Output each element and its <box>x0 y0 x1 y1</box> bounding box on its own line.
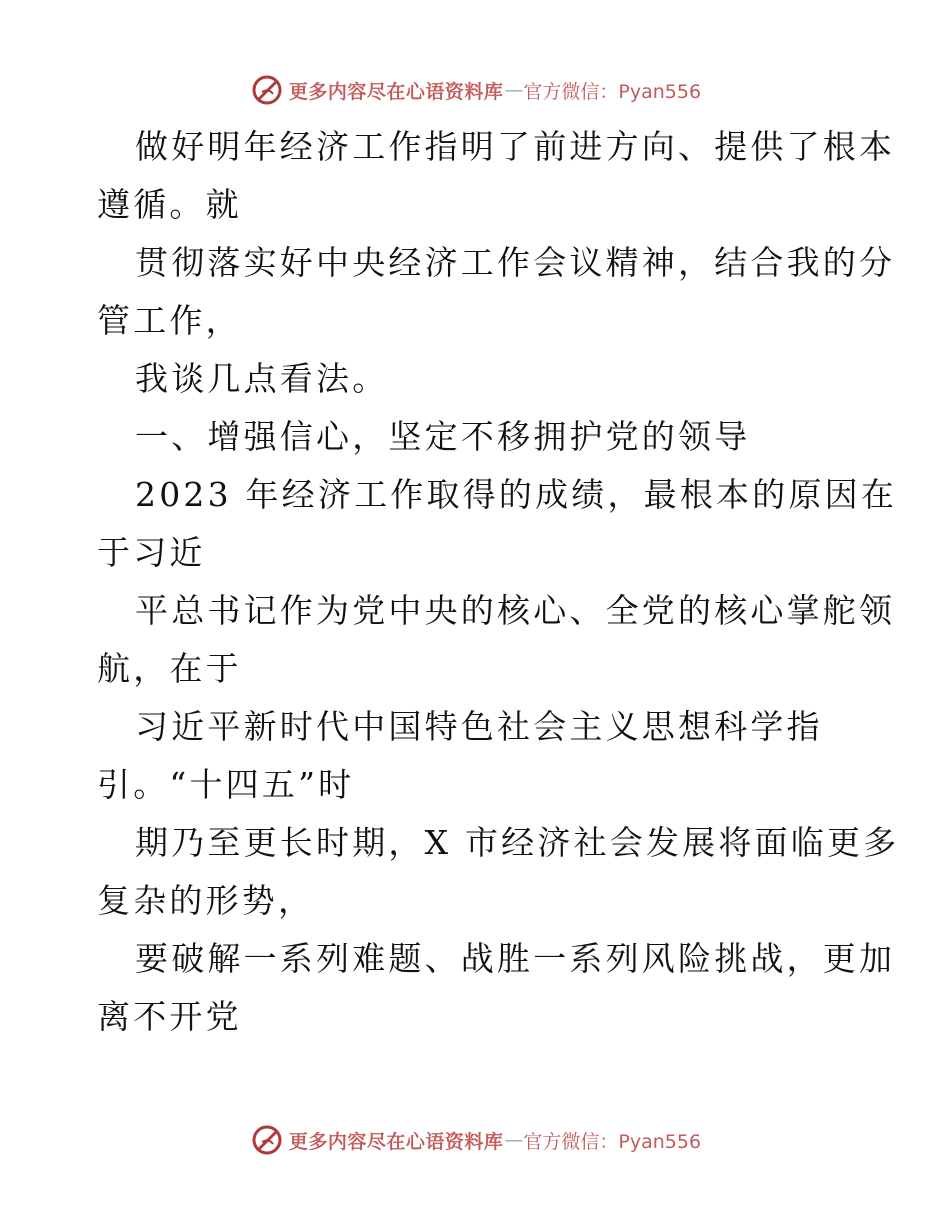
quill-logo-icon <box>249 1122 285 1158</box>
watermark-text: 更多内容尽在心语资料库 <box>288 80 504 103</box>
text-line: 管工作， <box>97 301 242 340</box>
text-line: 引。“十四五”时 <box>97 765 355 804</box>
text-line: 平总书记作为党中央的核心、全党的核心掌舵领 <box>135 591 896 630</box>
text-line: 2023 年经济工作取得的成绩，最根本的原因在 <box>135 475 898 514</box>
text-line: 航，在于 <box>97 649 242 688</box>
watermark-separator: — <box>504 1129 524 1151</box>
footer-watermark <box>0 1120 950 1160</box>
text-line: 于习近 <box>97 533 206 572</box>
text-line: 遵循。就 <box>97 185 242 224</box>
watermark-separator: — <box>504 79 524 101</box>
text-line: 习近平新时代中国特色社会主义思想科学指 <box>135 707 823 746</box>
document-body <box>97 118 900 1046</box>
header-watermark <box>0 70 950 110</box>
watermark-wechat: 官方微信：Pyan556 <box>523 80 702 103</box>
text-line: 复杂的形势， <box>97 881 315 920</box>
text-line: 离不开党 <box>97 997 242 1036</box>
text-line: 贯彻落实好中央经济工作会议精神，结合我的分 <box>135 243 896 282</box>
quill-logo-icon <box>249 72 285 108</box>
text-line: 要破解一系列难题、战胜一系列风险挑战，更加 <box>135 939 896 978</box>
section-heading: 一、增强信心，坚定不移拥护党的领导 <box>135 417 751 456</box>
watermark-text: 更多内容尽在心语资料库 <box>288 1130 504 1153</box>
text-line: 我谈几点看法。 <box>135 359 389 398</box>
watermark-wechat: 官方微信：Pyan556 <box>523 1130 702 1153</box>
text-line: 做好明年经济工作指明了前进方向、提供了根本 <box>135 127 896 166</box>
text-line: 期乃至更长时期，X 市经济社会发展将面临更多 <box>135 823 900 862</box>
